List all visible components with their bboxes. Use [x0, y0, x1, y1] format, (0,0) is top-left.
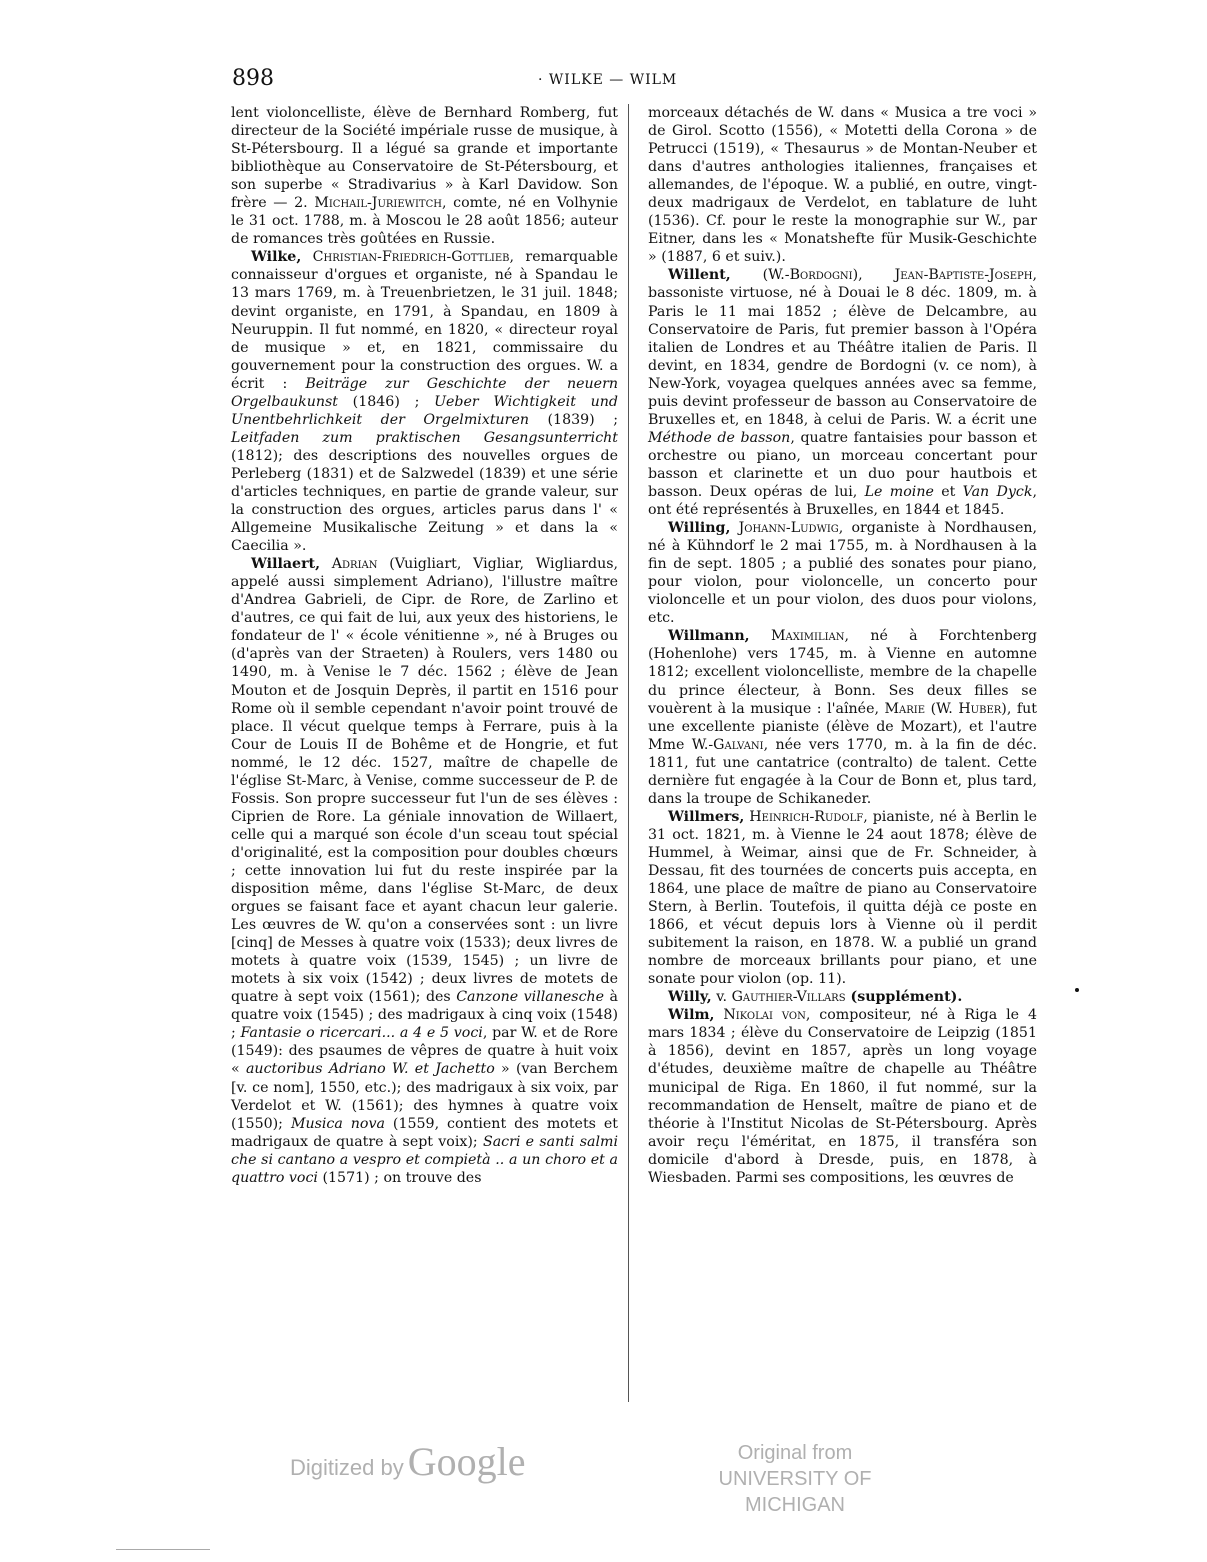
entry-willy: Willy, v. Gauthier-Villars (supplément).: [668, 989, 963, 1006]
entry-headword: Willy,: [668, 989, 712, 1006]
entry-continuation: lent violoncelliste, élève de Bernhard Romberg, fut directeur de la Société impériale russe de musique, à St-Pétersbourg. Il a légué sa grande et importante bibliothèque au Conservatoire de St-Pétersbourg, et son superbe « Stradivarius » à Karl Davidow. Son frère — 2. Michail-Juriewitch, comte, né en Volhynie le 31 oct. 1788, m. à Moscou le 28 août 1856; auteur de romances très goûtées en Russie.: [231, 105, 618, 248]
entry-headword: Willent,: [668, 267, 731, 284]
column-divider: [628, 104, 629, 1402]
original-from-watermark: Original from UNIVERSITY OF MICHIGAN: [718, 1442, 872, 1516]
entry-wilke: Wilke, Christian-Friedrich-Gottlieb, remarquable connaisseur d'orgues et organiste, né à Spandau le 13 mars 1769, m. à Treuenbrietzen, le 31 juil. 1848; devint organiste, en 1791, à Spandau, en 1809 à Neuruppin. Il fut nommé, en 1820, « directeur royal de musique » et, en 1821, commissaire du gouvernement pour la construction des orgues. W. a écrit : Beiträge zur Geschichte der neuern Orgelbaukunst (1846) ; Ueber Wichtigkeit und Unentbehrlichkeit der Orgelmixturen (1839) ; Leitfaden zum praktischen Gesangsunterricht (1812); des descriptions des nouvelles orgues de Perleberg (1831) et de Salzwedel (1839) et une série d'articles techniques, en partie de grande valeur, sur la construction des orgues, articles parus dans l' « Allgemeine Musikalische Zeitung » et dans la « Caecilia ».: [231, 249, 618, 555]
page-number: 898: [232, 66, 274, 91]
entry-willmann: Willmann, Maximilian, né à Forchtenberg (Hohenlohe) vers 1745, m. à Vienne en automne 1812; excellent violoncelliste, membre de la chapelle du prince électeur, à Bonn. Ses deux filles se vouèrent à la musique : l'aînée, Marie (W. Huber), fut une excellente pianiste (élève de Mozart), et l'autre Mme W.-Galvani, née vers 1770, m. à la fin de déc. 1811, fut une cantatrice (contralto) de talent. Cette dernière fut engagée à la Cour de Bonn et, plus tard, dans la troupe de Schikaneder.: [648, 628, 1037, 807]
entry-headword: Wilke,: [251, 249, 302, 266]
bottom-rule: [116, 1549, 210, 1550]
google-logo: Google: [407, 1439, 526, 1484]
running-head: · WILKE — WILM: [538, 72, 678, 88]
ink-speck: [1075, 988, 1079, 992]
entry-headword: Willmers,: [668, 808, 745, 825]
entry-headword: Willaert,: [251, 556, 321, 573]
entry-continuation: morceaux détachés de W. dans « Musica a tre voci » de Girol. Scotto (1556), « Motetti della Corona » de Petrucci (1519), « Thesaurus » de Montan-Neuber et dans d'autres anthologies italiennes, françaises et allemandes, de l'époque. W. a publié, en outre, vingt-deux madrigaux de Verdelot, en tablature de luht (1536). Cf. pour le reste la monographie sur W., par Eitner, dans les « Monatshefte für Musik-Geschichte » (1887, 6 et suiv.).: [648, 105, 1037, 266]
entry-headword: Willmann,: [668, 628, 750, 645]
entry-wilm: Wilm, Nikolai von, compositeur, né à Riga le 4 mars 1834 ; élève du Conservatoire de Leipzig (1851 à 1856), devint en 1857, après un long voyage d'études, deuxième maître de chapelle au Théâtre municipal de Riga. En 1860, il fut nommé, sur la recommandation de Henselt, maître de piano et de théorie à l'Institut Nicolas de St-Pétersbourg. Après avoir reçu l'éméritat, en 1875, il transféra son domicile d'abord à Dresde, puis, en 1878, à Wiesbaden. Parmi ses compositions, les œuvres de: [648, 1007, 1037, 1186]
entry-headword: Wilm,: [668, 1007, 715, 1024]
entry-willent: Willent, (W.-Bordogni), Jean-Baptiste-Joseph, bassoniste virtuose, né à Douai le 8 déc. 1809, m. à Paris le 11 mai 1852 ; élève de Delcambre, au Conservatoire de Paris, fut premier basson à l'Opéra italien de Londres et au Théâtre italien de Paris. Il devint, en 1834, gendre de Bordogni (v. ce nom), à New-York, voyagea quelques années avec sa femme, puis devint professeur de basson au Conservatoire de Bruxelles et, en 1848, à celui de Paris. W. a écrit une Méthode de basson, quatre fantaisies pour basson et orchestre ou piano, un morceau concertant pour basson et clarinette et un duo pour hautbois et basson. Deux opéras de lui, Le moine et Van Dyck, ont été représentés à Bruxelles, en 1844 et 1845.: [648, 267, 1038, 519]
entry-willaert: Willaert, Adrian (Vuigliart, Vigliar, Wigliardus, appelé aussi simplement Adriano), l'illustre maître d'Andrea Gabrieli, de Cipr. de Rore, de Zarlino et d'autres, ce qui fait de lui, aux yeux des historiens, le fondateur de l' « école vénitienne », né à Bruges ou (d'après van der Straeten) à Roulers, vers 1480 ou 1490, m. à Venise le 7 déc. 1562 ; élève de Jean Mouton et de Josquin Deprès, il partit en 1516 pour Rome où il semble cependant n'avoir point trouvé de place. Il vécut quelque temps à Ferrare, puis à la Cour de Louis II de Bohême et de Hongrie, et fut nommé, le 12 déc. 1527, maître de chapelle de l'église St-Marc, à Venise, comme successeur de P. de Fossis. Son propre successeur fut l'un de ses élèves : Ciprien de Rore. La géniale innovation de Willaert, celle qui a marqué son école d'un sceau tout spécial d'originalité, est la composition pour doubles chœurs ; cette innovation lui fut du reste inspirée par la disposition même, dans l'église St-Marc, de deux orgues se faisant face et ayant chacun leur galerie. Les œuvres de W. qu'on a conservées sont : un livre [cinq] de Messes à quatre voix (1533); deux livres de motets à quatre voix (1539, 1545) ; un livre de motets à six voix (1542) ; deux livres de motets de quatre à sept voix (1561); des Canzone villanesche à quatre voix (1545) ; des madrigaux à cinq voix (1548) ; Fantasie o ricercari... a 4 e 5 voci, par W. et de Rore (1549): des psaumes de vêpres de quatre à huit voix « auctoribus Adriano W. et Jachetto » (van Berchem [v. ce nom], 1550, etc.); des madrigaux à six voix, par Verdelot et W. (1561); des hymnes à quatre voix (1550); Musica nova (1559, contient des motets et madrigaux de quatre à sept voix); Sacri e santi salmi che si cantano a vespro et compietà .. a un choro et a quattro voci (1571) ; on trouve des: [231, 556, 619, 1186]
left-column: [231, 104, 618, 1187]
entry-willmers: Willmers, Heinrich-Rudolf, pianiste, né à Berlin le 31 oct. 1821, m. à Vienne le 24 aout 1878; élève de Hummel, à Weimar, ainsi que de Fr. Schneider, à Dessau, fit des tournées de concerts puis accepta, en 1864, une place de maître de piano au Conservatoire Stern, à Berlin. Toutefois, il quitta déjà ce poste en 1866, et vécut depuis lors à Vienne où il perdit subitement la raison, en 1878. W. a publié un grand nombre de morceaux brillants pour piano, et une sonate pour violon (op. 11).: [648, 808, 1037, 988]
digitized-by-watermark: Digitized by Google: [290, 1439, 526, 1484]
entry-headword: Willing,: [668, 520, 731, 537]
entry-willing: Willing, Johann-Ludwig, organiste à Nordhausen, né à Kühndorf le 2 mai 1755, m. à Nordhausen à la fin de sept. 1805 ; a publié des sonates pour piano, pour violon, pour violoncelle, un concerto pour violoncelle et un pour violon, des duos pour violons, etc.: [648, 520, 1037, 627]
right-column: [648, 104, 1037, 1187]
